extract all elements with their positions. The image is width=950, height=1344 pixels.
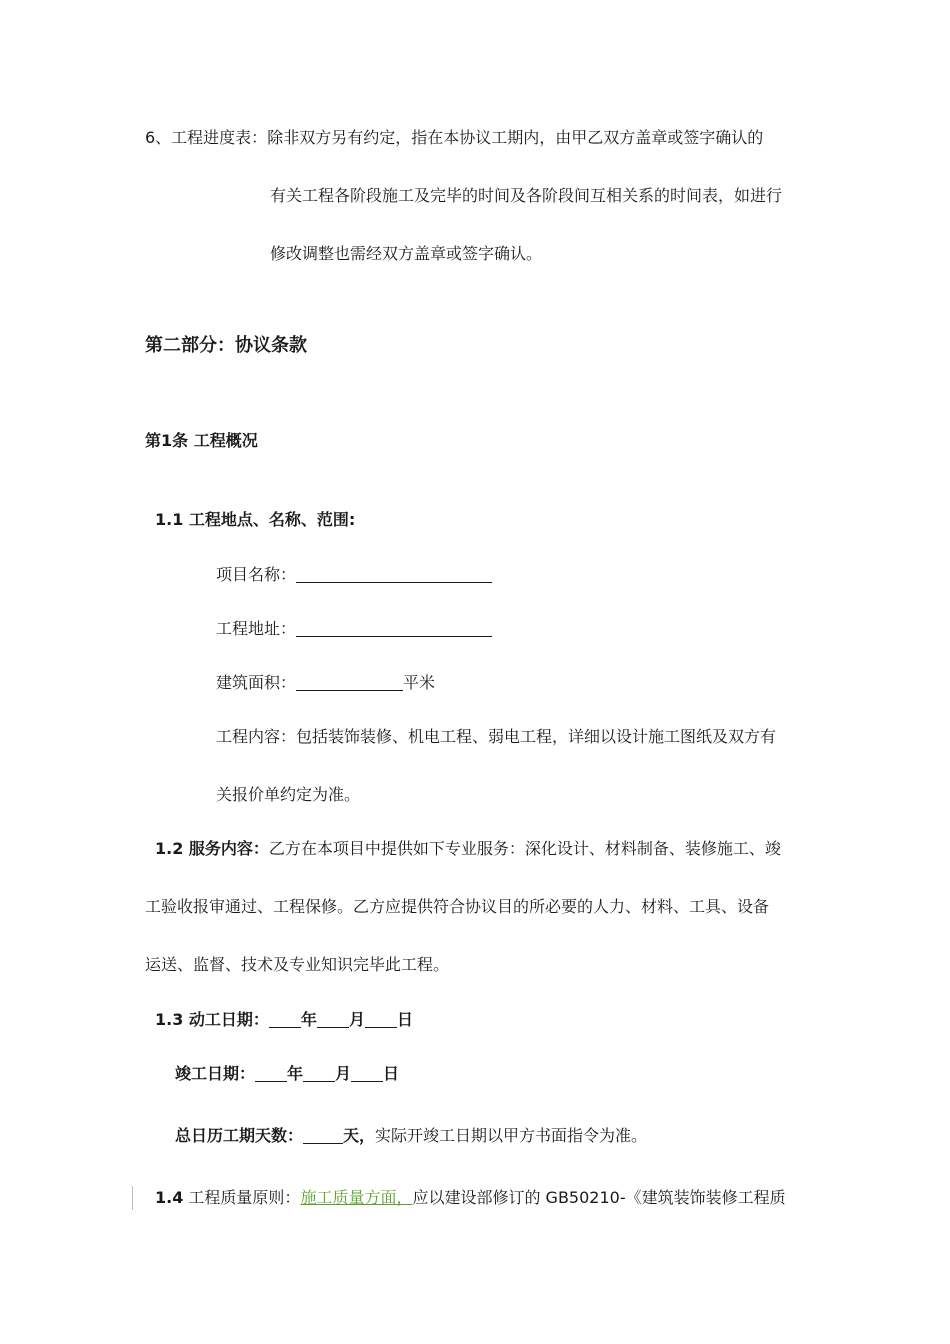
section-1-4-text: 应以建设部修订的 GB50210-《建筑装饰装修工程质 bbox=[412, 1188, 786, 1207]
content-line2: 关报价单约定为准。 bbox=[216, 785, 361, 804]
project-name-label: 项目名称： bbox=[216, 565, 297, 584]
project-name-blank bbox=[296, 566, 492, 583]
section-1-2-heading: 1.2 服务内容： bbox=[155, 839, 269, 858]
area-row bbox=[216, 672, 435, 694]
revision-change-bar bbox=[132, 1186, 133, 1210]
finish-day-blank bbox=[351, 1065, 383, 1082]
part2-heading: 第二部分：协议条款 bbox=[145, 335, 307, 356]
item6-text-1: 除非双方另有约定，指在本协议工期内，由甲乙双方盖章或签字确认的 bbox=[267, 128, 764, 147]
finish-day-unit: 日 bbox=[383, 1064, 400, 1083]
area-blank bbox=[296, 674, 403, 691]
start-date-row bbox=[155, 1009, 413, 1031]
section-1-2-line3: 运送、监督、技术及专业知识完毕此工程。 bbox=[145, 955, 450, 974]
total-days-unit: 天， bbox=[343, 1126, 376, 1145]
section-1-1-heading: 1.1 工程地点、名称、范围: bbox=[155, 510, 356, 529]
finish-date-label: 竣工日期： bbox=[175, 1064, 256, 1083]
start-day-unit: 日 bbox=[396, 1010, 413, 1029]
area-unit: 平米 bbox=[403, 673, 436, 692]
address-blank bbox=[296, 620, 492, 637]
content-line1: 工程内容：包括装饰装修、机电工程、弱电工程，详细以设计施工图纸及双方有 bbox=[216, 727, 777, 746]
finish-month-unit: 月 bbox=[335, 1064, 352, 1083]
project-name-row bbox=[216, 564, 492, 586]
section-1-4-line bbox=[155, 1187, 786, 1209]
total-days-blank bbox=[303, 1127, 343, 1144]
section-1-4-label: 工程质量原则： bbox=[183, 1188, 301, 1207]
address-row bbox=[216, 618, 492, 640]
start-year-unit: 年 bbox=[300, 1010, 317, 1029]
section-1-2-line2: 工验收报审通过、工程保修。乙方应提供符合协议目的所必要的人力、材料、工具、设备 bbox=[145, 897, 770, 916]
inserted-revision-text: 施工质量方面， bbox=[300, 1188, 413, 1207]
address-label: 工程地址： bbox=[216, 619, 297, 638]
start-month-blank bbox=[317, 1011, 349, 1028]
section-1-2-text-1: 乙方在本项目中提供如下专业服务：深化设计、材料制备、装修施工、竣 bbox=[268, 839, 781, 858]
total-days-row bbox=[175, 1125, 647, 1147]
item6-line3: 修改调整也需经双方盖章或签字确认。 bbox=[270, 244, 543, 263]
finish-month-blank bbox=[303, 1065, 335, 1082]
finish-year-unit: 年 bbox=[287, 1064, 304, 1083]
total-days-label: 总日历工期天数： bbox=[175, 1126, 304, 1145]
area-label: 建筑面积： bbox=[216, 673, 297, 692]
total-days-note: 实际开竣工日期以甲方书面指令为准。 bbox=[375, 1126, 648, 1145]
item6-label: 6、工程进度表： bbox=[145, 128, 268, 147]
article1-heading: 第1条 工程概况 bbox=[145, 431, 258, 450]
item6-line1 bbox=[145, 127, 763, 149]
start-year-blank bbox=[269, 1011, 301, 1028]
start-month-unit: 月 bbox=[348, 1010, 365, 1029]
finish-year-blank bbox=[255, 1065, 287, 1082]
finish-date-row bbox=[175, 1063, 399, 1085]
start-day-blank bbox=[365, 1011, 397, 1028]
section-1-2-line1 bbox=[155, 838, 781, 860]
item6-line2: 有关工程各阶段施工及完毕的时间及各阶段间互相关系的时间表，如进行 bbox=[270, 186, 783, 205]
start-date-label: 1.3 动工日期： bbox=[155, 1010, 269, 1029]
section-1-4-number: 1.4 bbox=[155, 1188, 184, 1207]
